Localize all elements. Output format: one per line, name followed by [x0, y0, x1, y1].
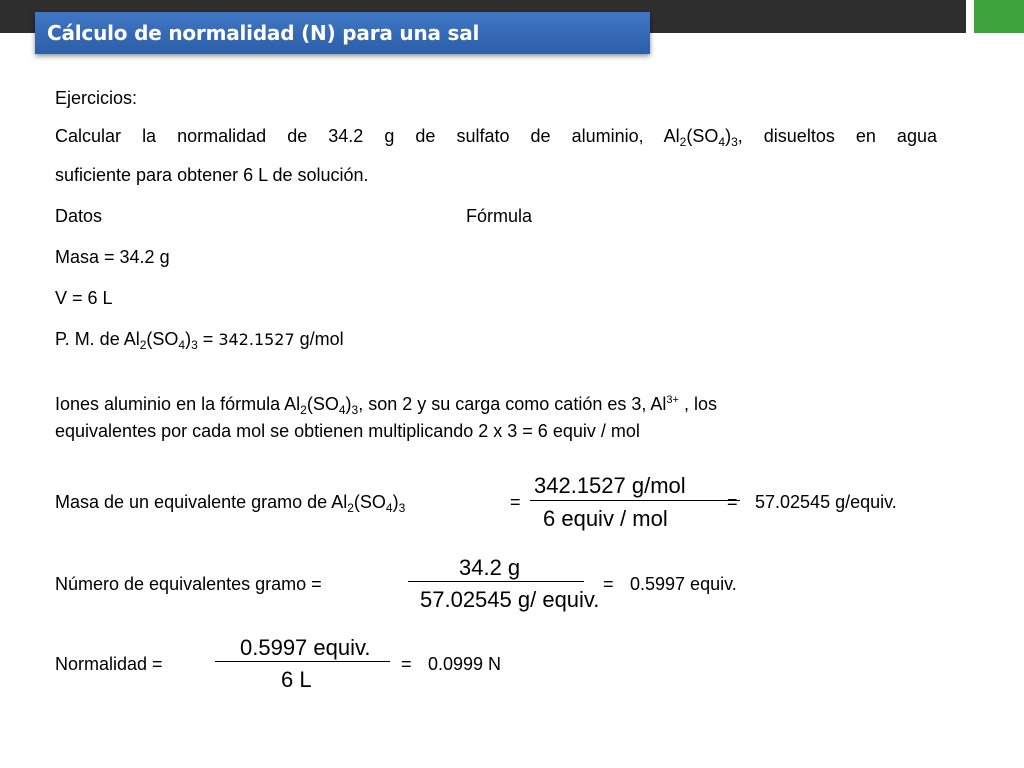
masa-equiv-denominator: 6 equiv / mol: [543, 506, 668, 531]
num-equiv-denominator: 57.02545 g/ equiv.: [420, 587, 600, 612]
normalidad-label: Normalidad =: [55, 654, 163, 674]
normalidad-equals-2: =: [401, 654, 412, 674]
problem-line-1: Calcular la normalidad de 34.2 g de sulfato de aluminio, $Al_2(SO_4)_3$, disueltos en agua: [55, 126, 937, 149]
accent-block: [966, 0, 1024, 33]
volumen-dato: V = 6 L: [55, 288, 113, 308]
datos-heading: Datos: [55, 206, 103, 226]
num-equiv-label: Número de equivalentes gramo =: [55, 574, 322, 594]
formula-heading: Fórmula: [466, 206, 533, 226]
slide-title: Cálculo de normalidad (N) para una sal: [47, 21, 480, 45]
masa-equiv-numerator: 342.1527 g/mol: [534, 473, 686, 498]
num-equiv-result: 0.5997 equiv.: [630, 574, 737, 594]
masa-equiv-equals-2: =: [727, 492, 738, 512]
normalidad-fraction-line: [215, 661, 390, 662]
num-equiv-equals-2: =: [603, 574, 614, 594]
masa-equiv-equals: =: [510, 492, 521, 512]
title-box: [35, 12, 650, 54]
masa-dato: Masa = 34.2 g: [55, 247, 170, 267]
problem-line-2: suficiente para obtener 6 L de solución.: [55, 165, 369, 185]
masa-equiv-fraction-line: [530, 500, 740, 501]
iones-line-1: Iones aluminio en la fórmula $Al_2(SO_4)_3$, son 2 y su carga como catión es 3, $Al^{3+}$ , los: [55, 394, 717, 417]
masa-equiv-label: Masa de un equivalente gramo de $Al_2(SO_4)_3$: [55, 492, 406, 515]
iones-line-2: equivalentes por cada mol se obtienen multiplicando 2 x 3 = 6 equiv / mol: [55, 421, 640, 441]
num-equiv-fraction-line: [408, 581, 584, 582]
normalidad-denominator: 6 L: [281, 667, 312, 692]
num-equiv-numerator: 34.2 g: [459, 555, 521, 580]
masa-equiv-result: 57.02545 g/equiv.: [755, 492, 897, 512]
normalidad-numerator: 0.5997 equiv.: [240, 635, 371, 660]
ejercicios-label: Ejercicios:: [55, 88, 138, 108]
peso-molecular-dato: P. M. de $Al_2(SO_4)_3 = 342.1527$ g/mol: [55, 329, 344, 352]
normalidad-result: 0.0999 N: [428, 654, 502, 674]
